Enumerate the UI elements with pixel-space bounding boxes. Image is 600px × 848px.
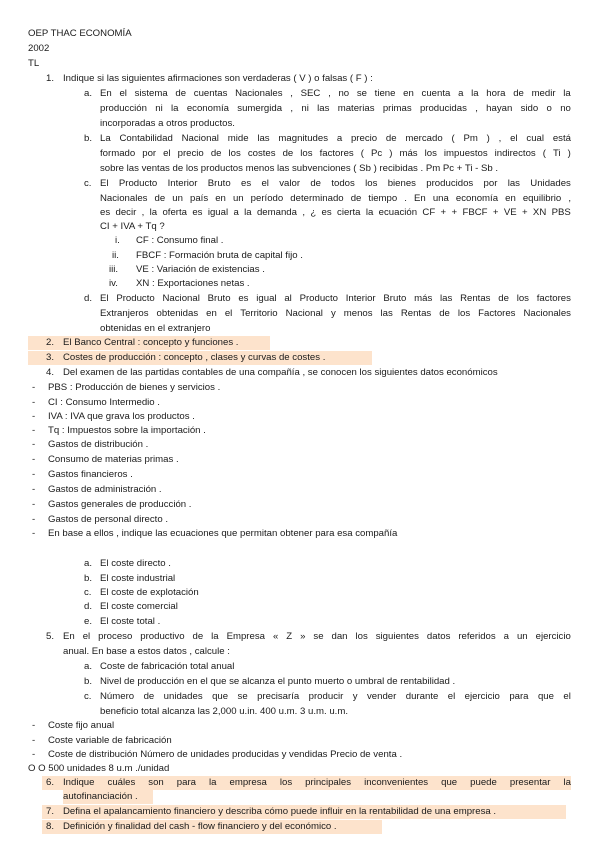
- doc-year: 2002: [28, 43, 50, 54]
- q4-dash: -: [32, 454, 36, 465]
- q7-text: Defina el apalancamiento financiero y describa cómo puede influir en la rentabilidad de una empresa .: [63, 806, 497, 817]
- q1a-label: a.: [84, 88, 93, 99]
- q5b-label: b.: [84, 676, 93, 687]
- q5c-label: c.: [84, 691, 92, 702]
- q1a-line1: En el sistema de cuentas Nacionales , SEC , no se tiene en cuenta a la hora de medir la: [100, 88, 571, 99]
- q4d-label: d.: [84, 601, 93, 612]
- q4-bullet: IVA : IVA que grava los productos .: [48, 411, 195, 422]
- q5c-line1: Número de unidades que se precisaría producir y vender durante el ejercicio para que el: [100, 691, 571, 702]
- q1c-i-label: i.: [115, 235, 120, 246]
- q1c-ii-text: FBCF : Formación bruta de capital fijo .: [136, 250, 303, 261]
- q4-dash: -: [32, 382, 36, 393]
- q4b-text: El coste industrial: [100, 573, 176, 584]
- q2-text: El Banco Central : concepto y funciones .: [63, 337, 239, 348]
- q4-bullet: CI : Consumo Intermedio .: [48, 397, 160, 408]
- q5-bullet: Coste de distribución Número de unidades producidas y vendidas Precio de venta .: [48, 749, 403, 760]
- q1c-i-text: CF : Consumo final .: [136, 235, 224, 246]
- q4-dash: -: [32, 528, 36, 539]
- q1d-label: d.: [84, 293, 93, 304]
- q1b-label: b.: [84, 133, 93, 144]
- q4e-text: El coste total .: [100, 616, 161, 627]
- q3-text: Costes de producción : concepto , clases y curvas de costes .: [63, 352, 326, 363]
- q4-dash: -: [32, 484, 36, 495]
- q1d-line2: Extranjeros obtenidas en el Territorio Nacional y menos las Rentas de los Factores Nacionales: [100, 308, 571, 319]
- q4-bullet: Gastos financieros .: [48, 469, 133, 480]
- q4-number: 4.: [46, 367, 55, 378]
- q1a-line2: producción ni la economía sumergida , ni las materias primas producidas , hayan sido o no: [100, 103, 571, 114]
- q6-number: 6.: [46, 777, 55, 788]
- q1c-label: c.: [84, 178, 92, 189]
- q1c-iv-text: XN : Exportaciones netas .: [136, 278, 250, 289]
- q4-bullet: Gastos de administración .: [48, 484, 162, 495]
- q4d-text: El coste comercial: [100, 601, 178, 612]
- q4-text: Del examen de las partidas contables de una compañía , se conocen los siguientes datos económicos: [63, 367, 498, 378]
- q5b-text: Nivel de producción en el que se alcanza el punto muerto o umbral de rentabilidad .: [100, 676, 456, 687]
- q4-bullet: Consumo de materias primas .: [48, 454, 179, 465]
- q4-dash: -: [32, 439, 36, 450]
- q6-line2: autofinanciación .: [63, 791, 138, 802]
- q4-dash: -: [32, 469, 36, 480]
- q5-footer: O O 500 unidades 8 u.m ./unidad: [28, 763, 170, 774]
- q4-dash: -: [32, 514, 36, 525]
- q1b-line1: La Contabilidad Nacional mide las magnitudes a precio de mercado ( Pm ) , el cual está: [100, 133, 571, 144]
- q1-text: Indique si las siguientes afirmaciones son verdaderas ( V ) o falsas ( F ) :: [63, 73, 373, 84]
- q4-dash: -: [32, 411, 36, 422]
- q1c-iv-label: iv.: [109, 278, 118, 289]
- q1c-line3: es decir , la oferta es igual a la demanda , ¿ es cierta la ecuación CF + + FBCF + VE + XN PBS: [100, 207, 571, 218]
- q3-number: 3.: [46, 352, 55, 363]
- q4-bullet: PBS : Producción de bienes y servicios .: [48, 382, 221, 393]
- q1d-line3: obtenidas en el extranjero: [100, 323, 211, 334]
- q5-line2: anual. En base a estos datos , calcule :: [63, 646, 230, 657]
- q4b-label: b.: [84, 573, 93, 584]
- q1c-line1: El Producto Interior Bruto es el valor de todos los bienes producidos por las Unidades: [100, 178, 571, 189]
- doc-title: OEP THAC ECONOMÍA: [28, 28, 132, 39]
- q4c-text: El coste de explotación: [100, 587, 199, 598]
- q4e-label: e.: [84, 616, 93, 627]
- q5-dash: -: [32, 720, 36, 731]
- q1c-iii-label: iii.: [109, 264, 119, 275]
- q1c-ii-label: ii.: [112, 250, 119, 261]
- q5-dash: -: [32, 735, 36, 746]
- q5-bullet: Coste fijo anual: [48, 720, 115, 731]
- q5a-text: Coste de fabricación total anual: [100, 661, 235, 672]
- q5c-line2: beneficio total alcanza las 2,000 u.in. 400 u.m. 3 u.m. u.m.: [100, 706, 348, 717]
- doc-code: TL: [28, 58, 40, 69]
- q2-number: 2.: [46, 337, 55, 348]
- q1a-line3: incorporadas a otros productos.: [100, 118, 235, 129]
- q1-number: 1.: [46, 73, 55, 84]
- q4c-label: c.: [84, 587, 92, 598]
- q4-bullet: En base a ellos , indique las ecuaciones que permitan obtener para esa compañía: [48, 528, 398, 539]
- q4a-text: El coste directo .: [100, 558, 171, 569]
- q1b-line2: formado por el precio de los costes de los factores ( Pc ) más los impuestos indirectos ( Ti ): [100, 148, 571, 159]
- q4-bullet: Gastos generales de producción .: [48, 499, 192, 510]
- q1c-iii-text: VE : Variación de existencias .: [136, 264, 265, 275]
- q1d-line1: El Producto Nacional Bruto es igual al Producto Interior Bruto más las Rentas de los factores: [100, 293, 571, 304]
- q4-dash: -: [32, 397, 36, 408]
- q8-number: 8.: [46, 821, 55, 832]
- q5-number: 5.: [46, 631, 55, 642]
- q6-line1: Indique cuáles son para la empresa los principales inconvenientes que puede presentar la: [63, 777, 571, 788]
- q5a-label: a.: [84, 661, 93, 672]
- q5-line1: En el proceso productivo de la Empresa « Z » se dan los siguientes datos referidos a un ejercicio: [63, 631, 571, 642]
- q4-bullet: Gastos de personal directo .: [48, 514, 168, 525]
- q1c-line2: Nacionales de un país en un período determinado de tiempo . En una economía en equilibrio ,: [100, 193, 571, 204]
- q4-dash: -: [32, 425, 36, 436]
- q8-text: Definición y finalidad del cash - flow financiero y del económico .: [63, 821, 337, 832]
- q1c-line4: CI + IVA + Tq ?: [100, 221, 165, 232]
- q1b-line3: sobre las ventas de los productos menos las subvenciones ( Sb ) recibidas . Pm Pc + Ti - Sb .: [100, 163, 499, 174]
- q5-bullet: Coste variable de fabricación: [48, 735, 172, 746]
- q5-dash: -: [32, 749, 36, 760]
- q7-number: 7.: [46, 806, 55, 817]
- q4-bullet: Tq : Impuestos sobre la importación .: [48, 425, 206, 436]
- q4-dash: -: [32, 499, 36, 510]
- q4a-label: a.: [84, 558, 93, 569]
- q4-bullet: Gastos de distribución .: [48, 439, 149, 450]
